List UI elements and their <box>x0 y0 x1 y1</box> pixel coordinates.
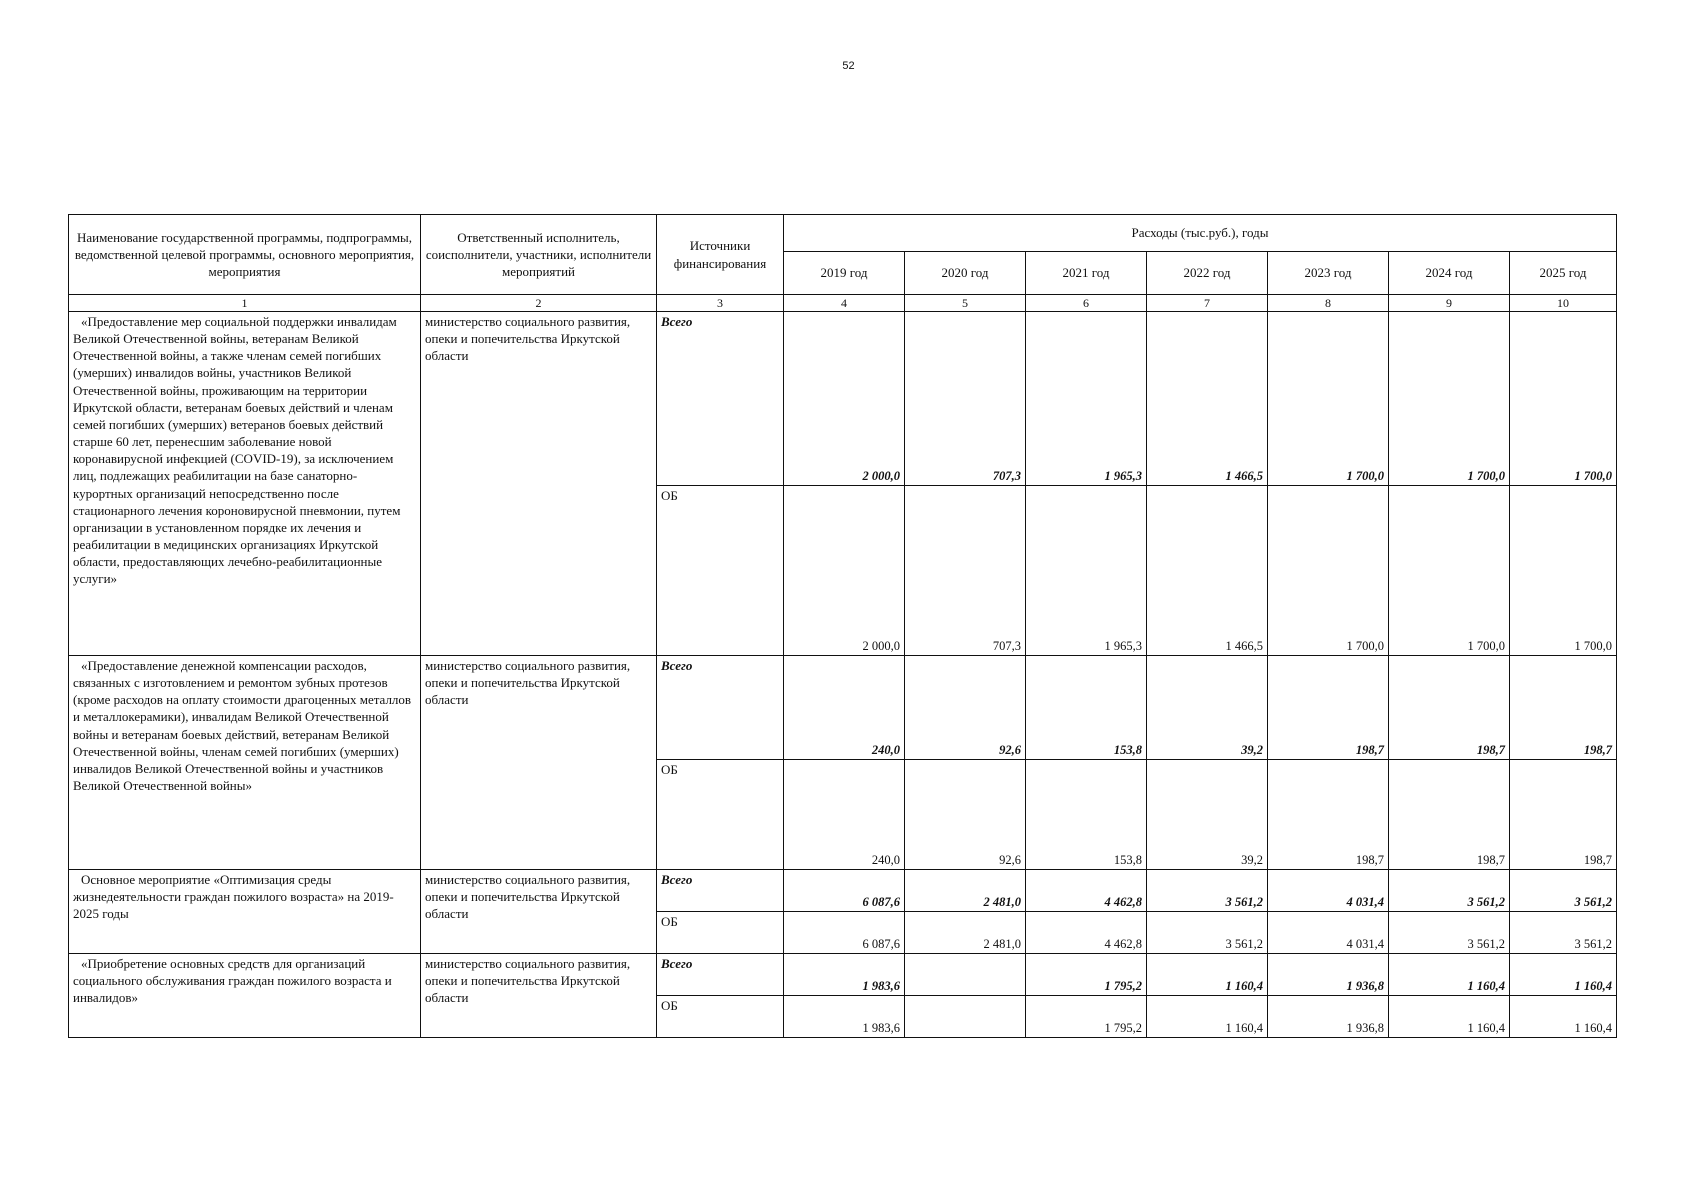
value-cell: 4 031,4 <box>1268 870 1389 912</box>
value-cell: 198,7 <box>1268 656 1389 760</box>
funding-source: ОБ <box>657 760 784 870</box>
program-name: Основное мероприятие «Оптимизация среды жизнедеятельности граждан пожилого возраста» на 2019-2025 годы <box>69 870 421 954</box>
value-cell: 6 087,6 <box>784 870 905 912</box>
value-cell: 4 462,8 <box>1026 912 1147 954</box>
value-cell: 2 000,0 <box>784 486 905 656</box>
table-row <box>69 954 1617 996</box>
header-year: 2019 год <box>784 252 905 295</box>
value-cell: 1 160,4 <box>1510 954 1617 996</box>
value-cell: 198,7 <box>1389 760 1510 870</box>
value-cell: 240,0 <box>784 656 905 760</box>
header-year: 2024 год <box>1389 252 1510 295</box>
funding-source: Всего <box>657 312 784 486</box>
value-cell: 1 160,4 <box>1510 996 1617 1038</box>
value-cell: 1 160,4 <box>1147 996 1268 1038</box>
value-cell: 4 031,4 <box>1268 912 1389 954</box>
value-cell: 1 700,0 <box>1510 486 1617 656</box>
value-cell: 1 700,0 <box>1268 312 1389 486</box>
column-number: 9 <box>1389 295 1510 312</box>
value-cell: 1 160,4 <box>1389 996 1510 1038</box>
value-cell: 1 700,0 <box>1268 486 1389 656</box>
value-cell: 198,7 <box>1510 656 1617 760</box>
table-row <box>69 312 1617 486</box>
table-row <box>69 870 1617 912</box>
value-cell: 1 983,6 <box>784 996 905 1038</box>
value-cell: 1 700,0 <box>1510 312 1617 486</box>
value-cell: 2 481,0 <box>905 912 1026 954</box>
header-year: 2023 год <box>1268 252 1389 295</box>
value-cell: 39,2 <box>1147 760 1268 870</box>
value-cell: 153,8 <box>1026 656 1147 760</box>
value-cell: 707,3 <box>905 486 1026 656</box>
program-executor: министерство социального развития, опеки и попечительства Иркутской области <box>421 870 657 954</box>
value-cell: 3 561,2 <box>1147 912 1268 954</box>
value-cell: 198,7 <box>1268 760 1389 870</box>
value-cell: 1 983,6 <box>784 954 905 996</box>
program-name: «Приобретение основных средств для организаций социального обслуживания граждан пожилого возраста и инвалидов» <box>69 954 421 1038</box>
header-name: Наименование государственной программы, подпрограммы, ведомственной целевой программы, основного мероприятия, мероприятия <box>69 215 421 295</box>
funding-source: Всего <box>657 656 784 760</box>
value-cell: 198,7 <box>1389 656 1510 760</box>
value-cell: 3 561,2 <box>1147 870 1268 912</box>
value-cell: 92,6 <box>905 656 1026 760</box>
value-cell: 198,7 <box>1510 760 1617 870</box>
value-cell: 1 936,8 <box>1268 996 1389 1038</box>
value-cell: 1 466,5 <box>1147 486 1268 656</box>
value-cell: 1 160,4 <box>1147 954 1268 996</box>
column-number: 5 <box>905 295 1026 312</box>
funding-source: Всего <box>657 870 784 912</box>
program-name: «Предоставление мер социальной поддержки инвалидам Великой Отечественной войны, ветеранам Великой Отечественной войны, а также членам семей погибших (умерших) инвалидов войны, участников Великой Отечественной войны, проживающим на территории Иркутской области, ветеранам боевых действий и членам семей погибших (умерших) ветеранов боевых действий старше 60 лет, перенесшим заболевание новой коронавирусной инфекцией (COVID-19), за исключением лиц, подлежащих реабилитации на базе санаторно-курортных организаций непосредственно после стационарного лечения короновирусной пневмонии, путем организации в установленном порядке их лечения и реабилитации в медицинских организациях Иркутской области, предоставляющих лечебно-реабилитационные услуги» <box>69 312 421 656</box>
program-name: «Предоставление денежной компенсации расходов, связанных с изготовлением и ремонтом зубных протезов (кроме расходов на оплату стоимости драгоценных металлов и металлокерамики), инвалидам Великой Отечественной войны и ветеранам боевых действий, ветеранам Великой Отечественной войны, членам семей погибших (умерших) инвалидов Великой Отечественной войны и участников Великой Отечественной войны» <box>69 656 421 870</box>
header-executor: Ответственный исполнитель, соисполнители, участники, исполнители мероприятий <box>421 215 657 295</box>
value-cell: 3 561,2 <box>1389 870 1510 912</box>
value-cell: 4 462,8 <box>1026 870 1147 912</box>
funding-source: ОБ <box>657 996 784 1038</box>
column-number: 10 <box>1510 295 1617 312</box>
value-cell: 153,8 <box>1026 760 1147 870</box>
value-cell: 1 700,0 <box>1389 486 1510 656</box>
column-number: 1 <box>69 295 421 312</box>
value-cell: 3 561,2 <box>1510 912 1617 954</box>
value-cell: 707,3 <box>905 312 1026 486</box>
page-number: 52 <box>842 60 855 72</box>
funding-source: Всего <box>657 954 784 996</box>
value-cell: 92,6 <box>905 760 1026 870</box>
value-cell: 1 700,0 <box>1389 312 1510 486</box>
value-cell: 1 965,3 <box>1026 486 1147 656</box>
column-number: 7 <box>1147 295 1268 312</box>
table-row <box>69 656 1617 760</box>
header-year: 2022 год <box>1147 252 1268 295</box>
value-cell: 1 160,4 <box>1389 954 1510 996</box>
funding-source: ОБ <box>657 912 784 954</box>
header-year: 2020 год <box>905 252 1026 295</box>
program-executor: министерство социального развития, опеки и попечительства Иркутской области <box>421 312 657 656</box>
header-year: 2025 год <box>1510 252 1617 295</box>
value-cell: 240,0 <box>784 760 905 870</box>
value-cell: 1 795,2 <box>1026 954 1147 996</box>
header-expenses: Расходы (тыс.руб.), годы <box>784 215 1617 252</box>
column-number: 6 <box>1026 295 1147 312</box>
value-cell: 3 561,2 <box>1389 912 1510 954</box>
column-number: 4 <box>784 295 905 312</box>
column-number: 3 <box>657 295 784 312</box>
column-number: 8 <box>1268 295 1389 312</box>
value-cell <box>905 954 1026 996</box>
program-executor: министерство социального развития, опеки и попечительства Иркутской области <box>421 656 657 870</box>
header-source: Источники финансирования <box>657 215 784 295</box>
value-cell: 1 466,5 <box>1147 312 1268 486</box>
value-cell: 2 000,0 <box>784 312 905 486</box>
header-year: 2021 год <box>1026 252 1147 295</box>
value-cell: 1 795,2 <box>1026 996 1147 1038</box>
value-cell: 2 481,0 <box>905 870 1026 912</box>
column-number: 2 <box>421 295 657 312</box>
value-cell: 39,2 <box>1147 656 1268 760</box>
budget-table <box>68 214 1617 1038</box>
funding-source: ОБ <box>657 486 784 656</box>
value-cell: 3 561,2 <box>1510 870 1617 912</box>
value-cell: 1 965,3 <box>1026 312 1147 486</box>
program-executor: министерство социального развития, опеки и попечительства Иркутской области <box>421 954 657 1038</box>
value-cell: 1 936,8 <box>1268 954 1389 996</box>
value-cell <box>905 996 1026 1038</box>
value-cell: 6 087,6 <box>784 912 905 954</box>
